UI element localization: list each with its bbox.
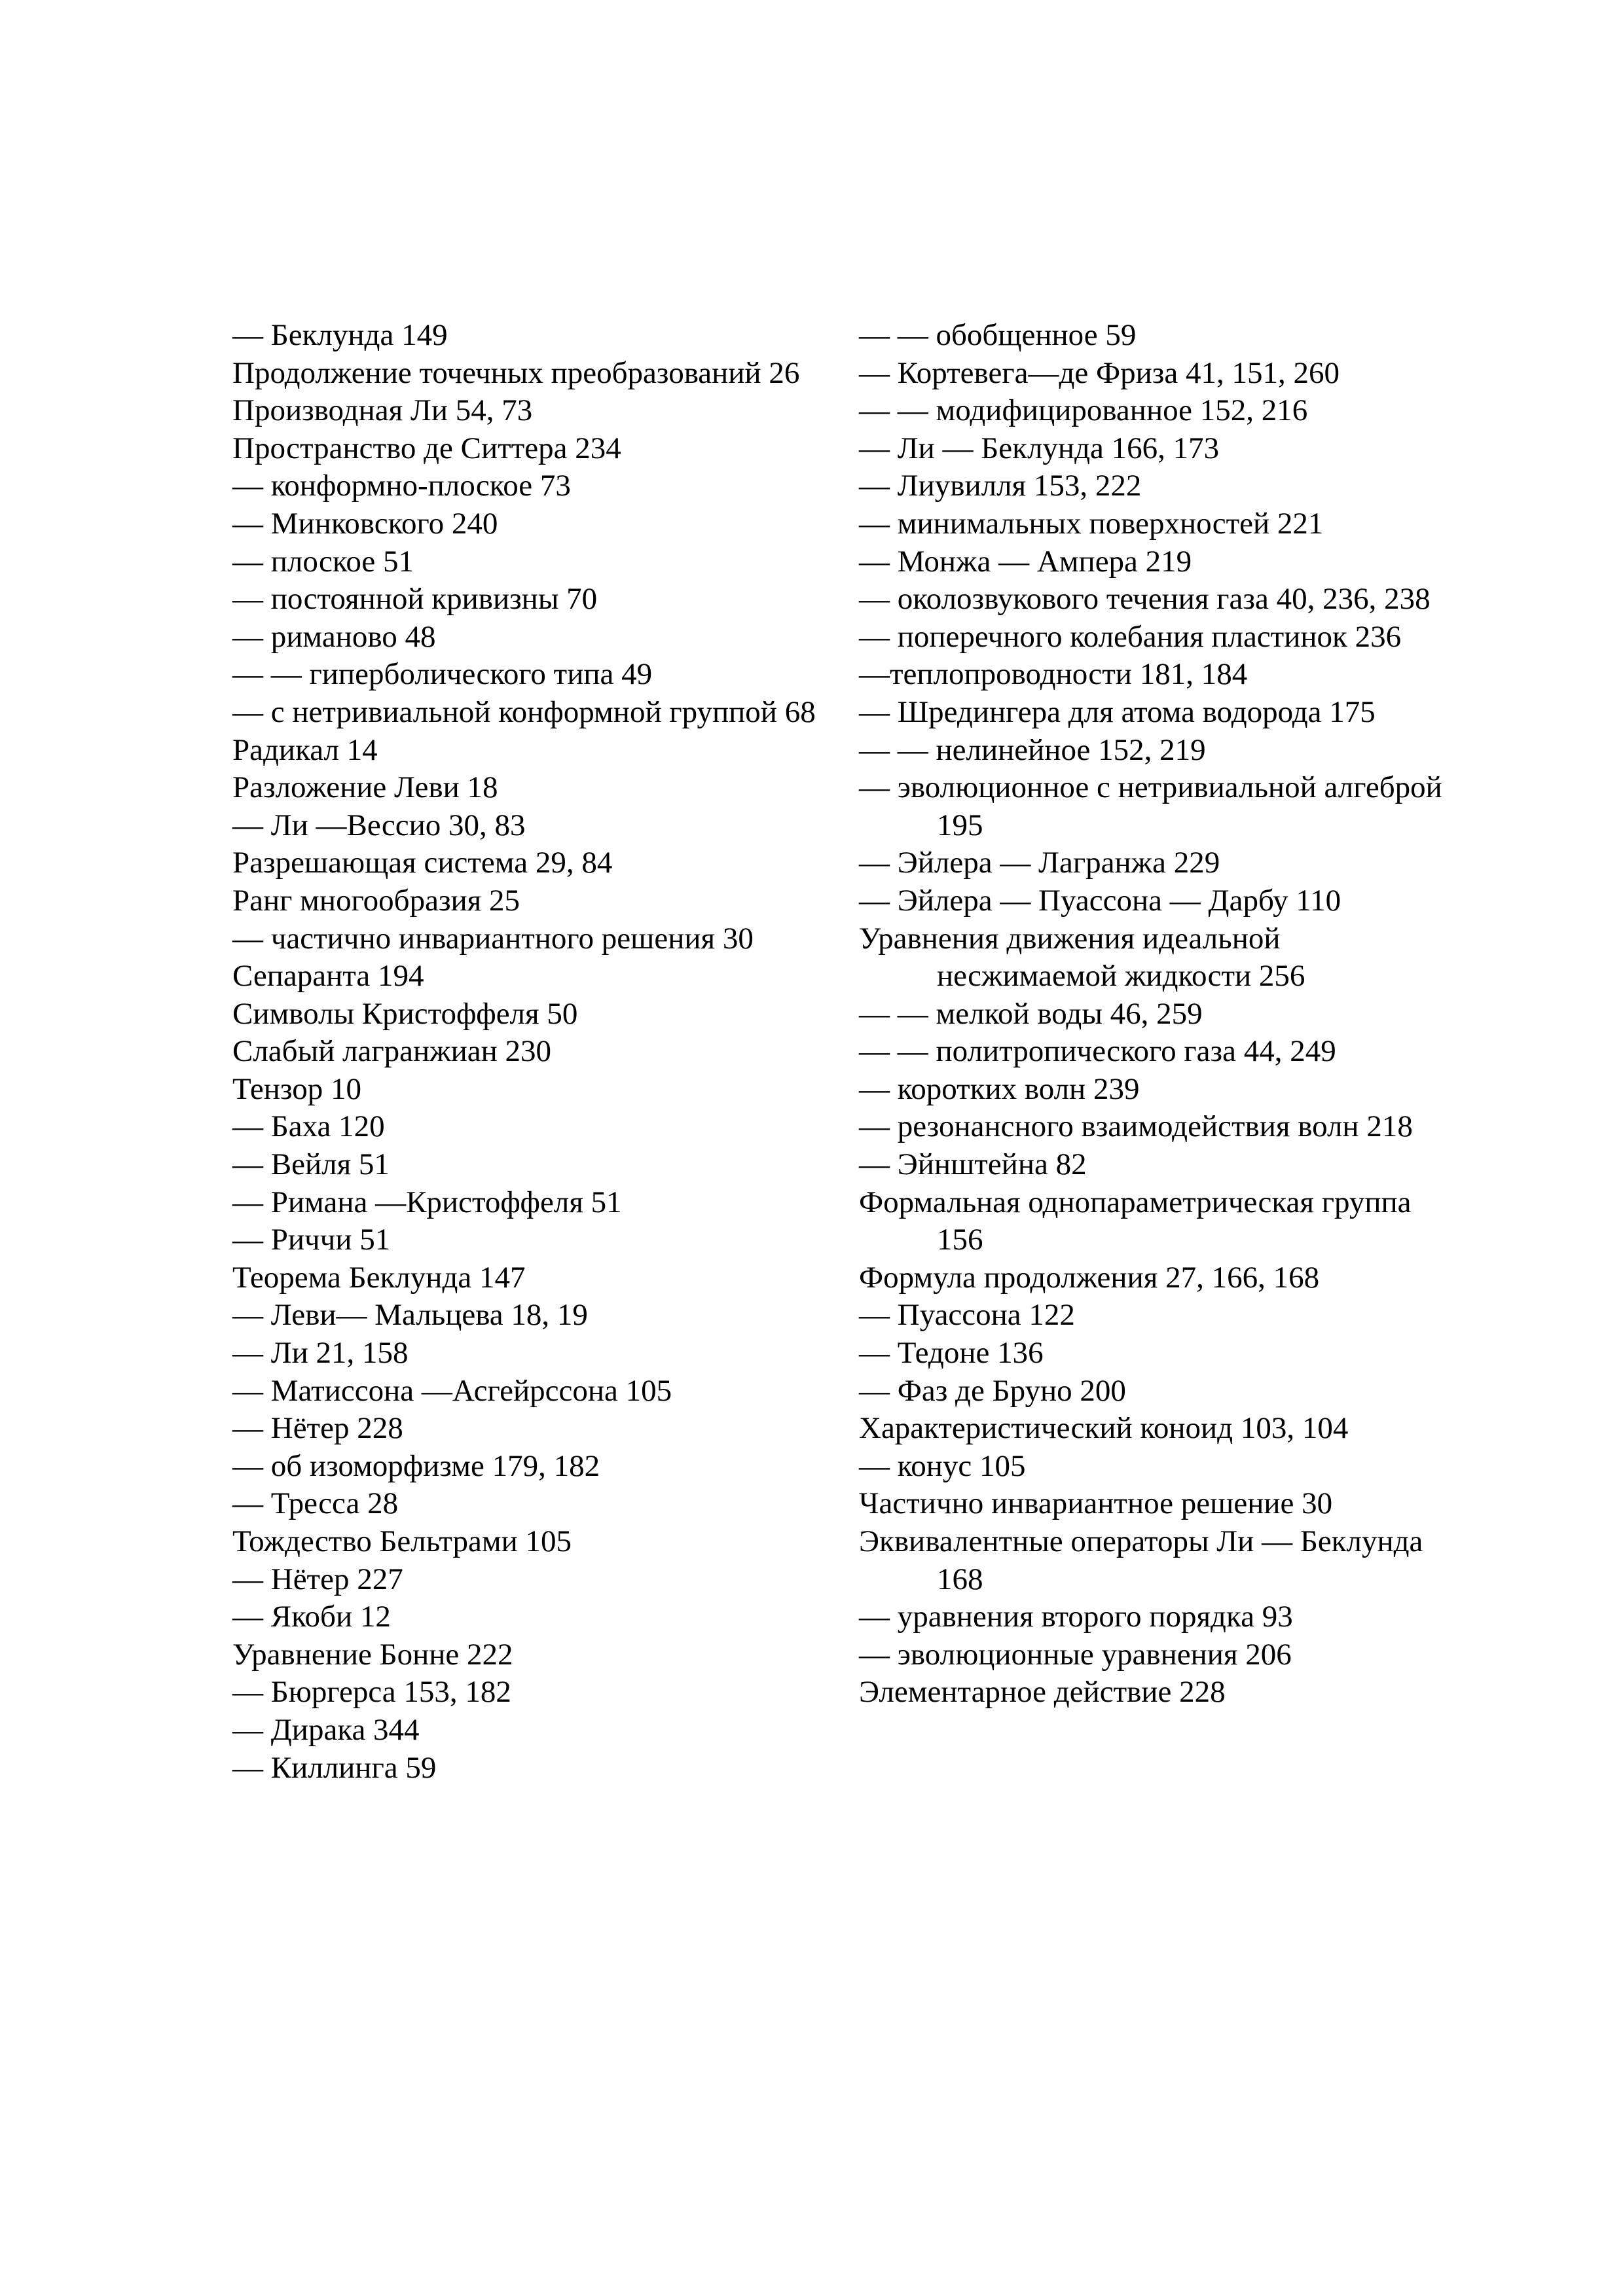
index-entry: Формула продолжения 27, 166, 168 xyxy=(859,1260,1320,1295)
index-entry: — Эйлера — Лагранжа 229 xyxy=(859,846,1220,880)
index-entry: — частично инвариантного решения 30 xyxy=(232,921,754,956)
index-entry: — конус 105 xyxy=(859,1448,1026,1483)
index-entry: — Монжа — Ампера 219 xyxy=(859,544,1192,579)
index-entry: Продолжение точечных преобразований 26 xyxy=(232,355,800,390)
index-entry: — Леви— Мальцева 18, 19 xyxy=(232,1298,588,1333)
index-entry: — — политропического газа 44, 249 xyxy=(859,1034,1336,1069)
index-entry: — Якоби 12 xyxy=(232,1600,391,1634)
index-entry: — Вейля 51 xyxy=(232,1147,390,1182)
index-entry: — — мелкой воды 46, 259 xyxy=(859,996,1203,1031)
index-column-right xyxy=(859,317,1461,1712)
index-entry: — резонансного взаимодействия волн 218 xyxy=(859,1109,1413,1144)
index-entry: — Баха 120 xyxy=(232,1109,385,1144)
index-entry: Формальная однопараметрическая группа 156 xyxy=(859,1185,1412,1257)
index-column-left xyxy=(232,317,835,1787)
index-entry: — Римана —Кристоффеля 51 xyxy=(232,1185,622,1219)
index-entry: — Эйнштейна 82 xyxy=(859,1147,1087,1182)
index-entry: — эволюционное с нетривиальной алгеброй 195 xyxy=(859,770,1442,842)
index-entry: — постоянной кривизны 70 xyxy=(232,582,598,617)
index-entry: — Ли —Вессио 30, 83 xyxy=(232,808,526,842)
index-entry: — Нётер 228 xyxy=(232,1411,403,1446)
index-entry: — Дирака 344 xyxy=(232,1712,420,1747)
index-entry: Радикал 14 xyxy=(232,732,378,767)
index-entry: Разрешающая система 29, 84 xyxy=(232,846,613,880)
index-entry: — конформно-плоское 73 xyxy=(232,469,571,503)
index-entry: Теорема Беклунда 147 xyxy=(232,1260,526,1295)
index-entry: — уравнения второго порядка 93 xyxy=(859,1600,1293,1634)
index-entry: — Киллинга 59 xyxy=(232,1750,437,1785)
index-entry: — риманово 48 xyxy=(232,619,436,654)
index-entry: — Риччи 51 xyxy=(232,1223,391,1257)
index-entry: — с нетривиальной конформной группой 68 xyxy=(232,694,816,729)
index-entry: Ранг многообразия 25 xyxy=(232,883,520,918)
index-entry: — Нётер 227 xyxy=(232,1562,403,1596)
index-entry: — — модифицированное 152, 216 xyxy=(859,393,1308,428)
index-entry: — Шредингера для атома водорода 175 xyxy=(859,694,1376,729)
index-entry: — эволюционные уравнения 206 xyxy=(859,1637,1292,1672)
index-entry: —теплопроводности 181, 184 xyxy=(859,657,1248,692)
index-entry: — об изоморфизме 179, 182 xyxy=(232,1448,600,1483)
index-entry: Разложение Леви 18 xyxy=(232,770,498,805)
index-entry: — Ли — Беклунда 166, 173 xyxy=(859,431,1220,465)
index-entry: — Тресса 28 xyxy=(232,1486,399,1521)
index-entry: — — гиперболического типа 49 xyxy=(232,657,653,692)
index-entry: — Пуассона 122 xyxy=(859,1298,1075,1333)
index-entry: Сепаранта 194 xyxy=(232,959,424,994)
index-entry: Слабый лагранжиан 230 xyxy=(232,1034,552,1069)
index-entry: — Тедоне 136 xyxy=(859,1336,1044,1371)
index-entry: — Бюргерса 153, 182 xyxy=(232,1675,511,1710)
index-entry: Тензор 10 xyxy=(232,1071,361,1106)
index-entry: Уравнения движения идеальной несжимаемой жидкости 256 xyxy=(859,921,1305,994)
index-entry: — минимальных поверхностей 221 xyxy=(859,506,1324,541)
index-entry: — околозвукового течения газа 40, 236, 238 xyxy=(859,582,1431,617)
index-entry: Элементарное действие 228 xyxy=(859,1675,1226,1710)
index-entry: — плоское 51 xyxy=(232,544,414,579)
index-entry: Характеристический коноид 103, 104 xyxy=(859,1411,1349,1446)
index-entry: Частично инвариантное решение 30 xyxy=(859,1486,1333,1521)
index-entry: — коротких волн 239 xyxy=(859,1071,1140,1106)
index-entry: — поперечного колебания пластинок 236 xyxy=(859,619,1402,654)
index-entry: — Фаз де Бруно 200 xyxy=(859,1373,1126,1408)
index-entry: Пространство де Ситтера 234 xyxy=(232,431,621,465)
index-entry: — Беклунда 149 xyxy=(232,318,448,352)
index-entry: — Минковского 240 xyxy=(232,506,498,541)
index-entry: — Ли 21, 158 xyxy=(232,1336,409,1371)
index-entry: — Лиувилля 153, 222 xyxy=(859,469,1142,503)
index-entry: Производная Ли 54, 73 xyxy=(232,393,533,428)
index-entry: Уравнение Бонне 222 xyxy=(232,1637,513,1672)
index-entry: — — обобщенное 59 xyxy=(859,318,1137,352)
index-entry: Символы Кристоффеля 50 xyxy=(232,996,578,1031)
index-entry: Эквивалентные операторы Ли — Беклунда 168 xyxy=(859,1524,1423,1596)
index-entry: — — нелинейное 152, 219 xyxy=(859,732,1206,767)
index-entry: — Кортевега—де Фриза 41, 151, 260 xyxy=(859,355,1340,390)
index-entry: — Эйлера — Пуассона — Дарбу 110 xyxy=(859,883,1341,918)
index-entry: — Матиссона —Асгейрссона 105 xyxy=(232,1373,672,1408)
index-entry: Тождество Бельтрами 105 xyxy=(232,1524,572,1558)
